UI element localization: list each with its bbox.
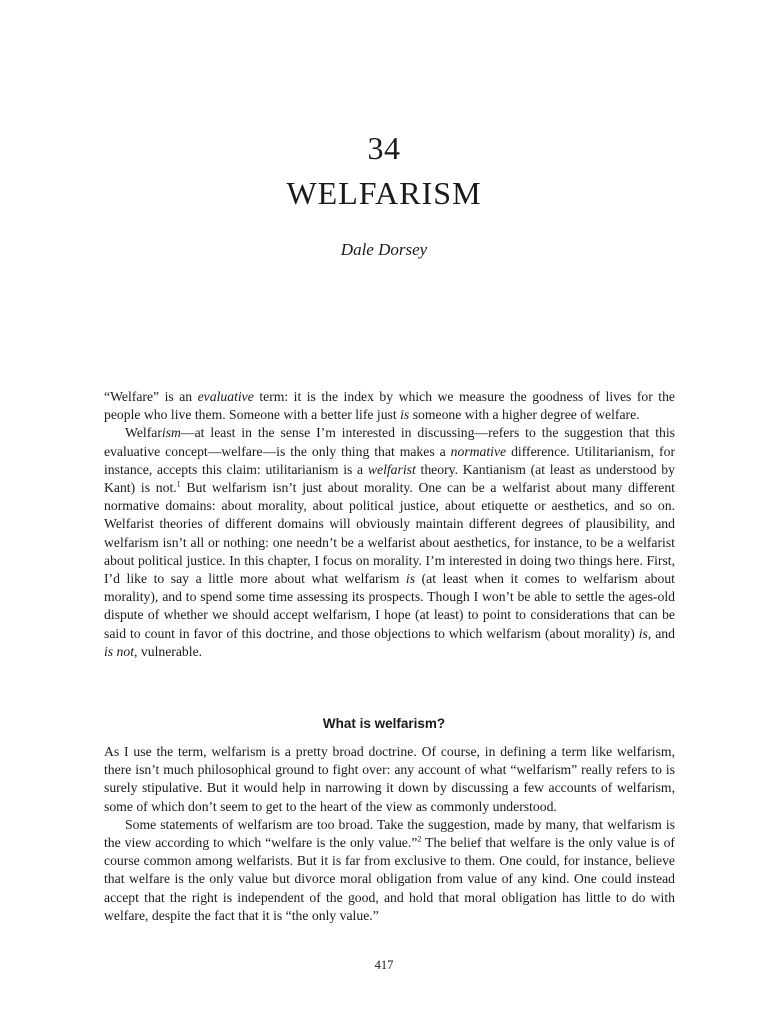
- text-run: “Welfare” is an: [104, 389, 198, 404]
- chapter-author: Dale Dorsey: [340, 240, 428, 259]
- text-run: someone with a higher degree of welfare.: [409, 407, 640, 423]
- text-run: (at least when it comes to welfarism about morality), and to spend some time assessing its prospects. Though I won’t be able to settle the ages-old dispute of whether we should accept welfarism, I hope (at least) to point to considerations that can be said to count in favor of this doctrine, and those objections to which welfarism (about morality): [104, 571, 675, 641]
- page-number: 417: [374, 958, 394, 972]
- text-run: theory. Kantianism (at least as understood by Kant) is not.: [104, 461, 675, 496]
- emphasis: welfarist: [367, 461, 416, 477]
- intro-paragraph-2: [104, 424, 675, 661]
- chapter-title: WELFARISM: [286, 175, 482, 211]
- text-run: But welfarism isn’t just about morality. One can be a welfarist about many different normative domains: about morality, about political justice, about etiquette or aesthetics, and so on. Welfarist theories of different domains will obviously maintain different degrees of plausibility, and welfarism isn’t all or nothing: one needn’t be a welfarist about aesthetics, for instance, to be a welfarist about political justice. In this chapter, I focus on morality. I’m interested in doing two things here. First, I’d like to say a little more about what welfarism: [104, 480, 675, 587]
- intro-paragraph-1: [104, 388, 675, 424]
- emphasis: is: [638, 625, 648, 641]
- text-run: Some statements of welfarism are too broad. Take the suggestion, made by many, that welfarism is the view according to which “welfare is the only value.”: [104, 816, 675, 851]
- footnote-marker[interactable]: 1: [176, 479, 181, 489]
- text-run: —at least in the sense I’m interested in discussing—refers to the suggestion that this evaluative concept—welfare—is the only thing that makes a: [104, 425, 675, 459]
- text-run: term: it is the index by which we measure the goodness of lives for the people who live them. Someone with a better life just: [104, 389, 675, 423]
- intro-text: [104, 388, 675, 661]
- footnote-marker[interactable]: 2: [417, 834, 422, 844]
- emphasis: is: [400, 407, 410, 423]
- section-text: [104, 743, 675, 925]
- text-run: difference. Utilitarianism, for instance, accepts this claim: utilitarianism is a: [104, 443, 675, 477]
- text-run: Welfar: [125, 425, 162, 441]
- emphasis: is not: [104, 643, 135, 659]
- text-run: The belief that welfare is the only value is of course common among welfarists. But it is far from exclusive to them. One could, for instance, believe that welfare is the only value but divorce moral obligation from value of any kind. One could instead accept that the right is independent of the good, and hold that moral obligation has little to do with welfare, despite the fact that it is “the only value.”: [104, 835, 675, 923]
- chapter-number: 34: [367, 130, 401, 166]
- text-run: , and: [647, 625, 675, 641]
- emphasis: evaluative: [197, 389, 254, 404]
- emphasis: is: [405, 571, 416, 587]
- emphasis: ism: [161, 425, 181, 441]
- section-paragraph-2: [104, 816, 675, 925]
- section-paragraph-1: As I use the term, welfarism is a pretty broad doctrine. Of course, in defining a term like welfarism, there isn’t much philosophical ground to fight over: any account of what “welfarism” really refers to is surely stipulative. But it would help in narrowing it down by discussing a few accounts of welfarism, some of which don’t seem to get to the heart of the view as commonly understood.: [104, 744, 675, 814]
- emphasis: normative: [450, 443, 507, 459]
- section-heading: What is welfarism?: [322, 716, 446, 731]
- text-run: , vulnerable.: [134, 643, 203, 659]
